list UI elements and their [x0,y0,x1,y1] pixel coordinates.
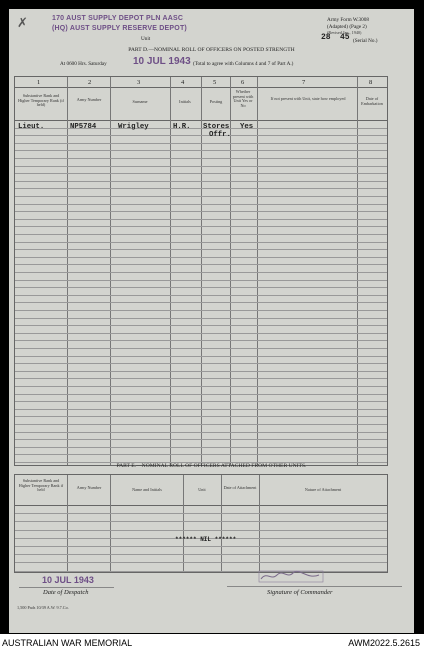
ruled-line [15,432,387,433]
archive-footer [0,634,424,653]
col-header-rank: Substantive Rank and Higher Temporary Rank (if held) [18,93,64,108]
ruled-line [15,530,387,531]
ruled-line [15,242,387,243]
col-header-initials: Initials [179,99,191,104]
e-header-date: Date of Attachment [223,485,257,490]
ruled-line [15,158,387,159]
ruled-line [15,295,387,296]
part-d-table [14,76,388,466]
ruled-line [15,401,387,402]
ruled-line [15,371,387,372]
footer-left: AUSTRALIAN WAR MEMORIAL [2,638,133,648]
ruled-line [15,226,387,227]
form-sheet [9,9,414,633]
signature-line [227,586,402,587]
serial-value2: 45 [340,33,350,42]
col-num-3: 3 [137,79,141,86]
part-d-date-stamp: 10 JUL 1943 [133,56,191,67]
ruled-line [15,546,387,547]
serial-value: 28 [321,33,331,42]
unit-stamp-line1: 170 AUST SUPPLY DEPOT PLN AASC [52,15,184,22]
ruled-line [15,280,387,281]
row-initials: H.R. [173,123,191,131]
ruled-line [15,356,387,357]
part-d-title: PART D.—NOMINAL ROLL OF OFFICERS ON POSTED STRENGTH [128,47,295,53]
e-header-army-number: Army Number [76,485,102,490]
col-num-5: 5 [213,79,217,86]
ruled-line [15,211,387,212]
row-posting-line1: Stores [203,123,230,131]
col-num-1: 1 [37,79,41,86]
ruled-line [15,310,387,311]
ruled-line [15,219,387,220]
ruled-line [15,513,387,514]
ruled-line [15,181,387,182]
ruled-line [15,249,387,250]
ruled-line [15,166,387,167]
col-header-employed: If not present with Unit, state how employed [270,96,346,101]
ruled-line [15,257,387,258]
ruled-line [15,325,387,326]
ruled-lines [15,120,387,465]
col-header-posting: Posting [209,99,223,104]
ruled-line [15,188,387,189]
col-num-4: 4 [181,79,185,86]
ruled-line [15,554,387,555]
ruled-line [15,204,387,205]
part-e-header-row [15,475,387,506]
ruled-line [15,409,387,410]
ruled-line [15,150,387,151]
e-header-nature: Nature of Attachment [304,487,342,492]
col-header-army-number: Army Number [76,97,102,102]
col-num-7: 7 [302,79,306,86]
ruled-line [15,143,387,144]
row-rank: Lieut. [18,123,45,131]
ruled-line [15,571,387,572]
row-surname: Wrigley [118,123,149,131]
ruled-line [15,454,387,455]
part-d-note: (Total to agree with Columns 4 and 7 of Part A.) [193,61,294,67]
ruled-line [15,340,387,341]
signature-label: Signature of Commander [267,589,333,596]
ruled-line [15,173,387,174]
ruled-line [15,264,387,265]
ruled-line [15,521,387,522]
ruled-line [15,439,387,440]
e-header-name: Name and Initials [132,487,162,492]
ruled-line [15,394,387,395]
col-num-6: 6 [241,79,245,86]
row-posting-line2: Offr. [209,131,231,139]
ruled-line [15,386,387,387]
ruled-line [15,562,387,563]
col-header-surname: Surname [132,99,148,104]
ruled-line [15,333,387,334]
ruled-line [15,348,387,349]
commander-signature [257,569,327,583]
ruled-line [15,272,387,273]
unit-label: Unit [141,36,151,42]
col-header-present: Whether present with Unit Yes or No [232,89,254,108]
e-header-rank: Substantive Rank and Higher Temporary Rank if held [18,478,64,493]
ruled-line [15,416,387,417]
form-line3: (Revised Jan., 1940) [327,30,362,35]
form-line1: Army Form W.3008 [327,17,369,23]
row-present: Yes [240,123,254,131]
part-e-title: PART E.—NOMINAL ROLL OF OFFICERS ATTACHED FROM OTHER UNITS. [116,463,307,469]
form-line2: (Adapted) (Page 2) [327,24,367,30]
dispatch-line [19,587,114,588]
ruled-line [15,302,387,303]
col-header-embarkation: Date of Embarkation [361,96,383,106]
part-d-at-hrs: At 0600 Hrs. Saturday [60,61,107,67]
print-code: 1,500 Pads 10/39 A.W. 9.7.Co. [17,605,69,610]
ruled-line [15,287,387,288]
e-header-unit: Unit [198,487,206,492]
ruled-line [15,135,387,136]
unit-stamp-line2: (HQ) AUST SUPPLY RESERVE DEPOT) [52,25,187,32]
ruled-line [15,196,387,197]
part-e-table [14,474,388,573]
part-e-nil: ****** NIL ****** [175,536,237,543]
ruled-line [15,424,387,425]
col-num-2: 2 [88,79,92,86]
dispatch-label: Date of Despatch [43,589,89,596]
ruled-line [15,234,387,235]
ruled-line [15,318,387,319]
ruled-line [15,447,387,448]
ruled-line [15,378,387,379]
corner-mark-icon: ✗ [17,15,28,30]
col-num-8: 8 [369,79,373,86]
row-army-number: NP5784 [70,123,97,131]
footer-right: AWM2022.5.2615 [348,638,420,648]
serial-label: (Serial No.) [353,38,378,44]
dispatch-date-stamp: 10 JUL 1943 [42,575,94,585]
ruled-line [15,363,387,364]
